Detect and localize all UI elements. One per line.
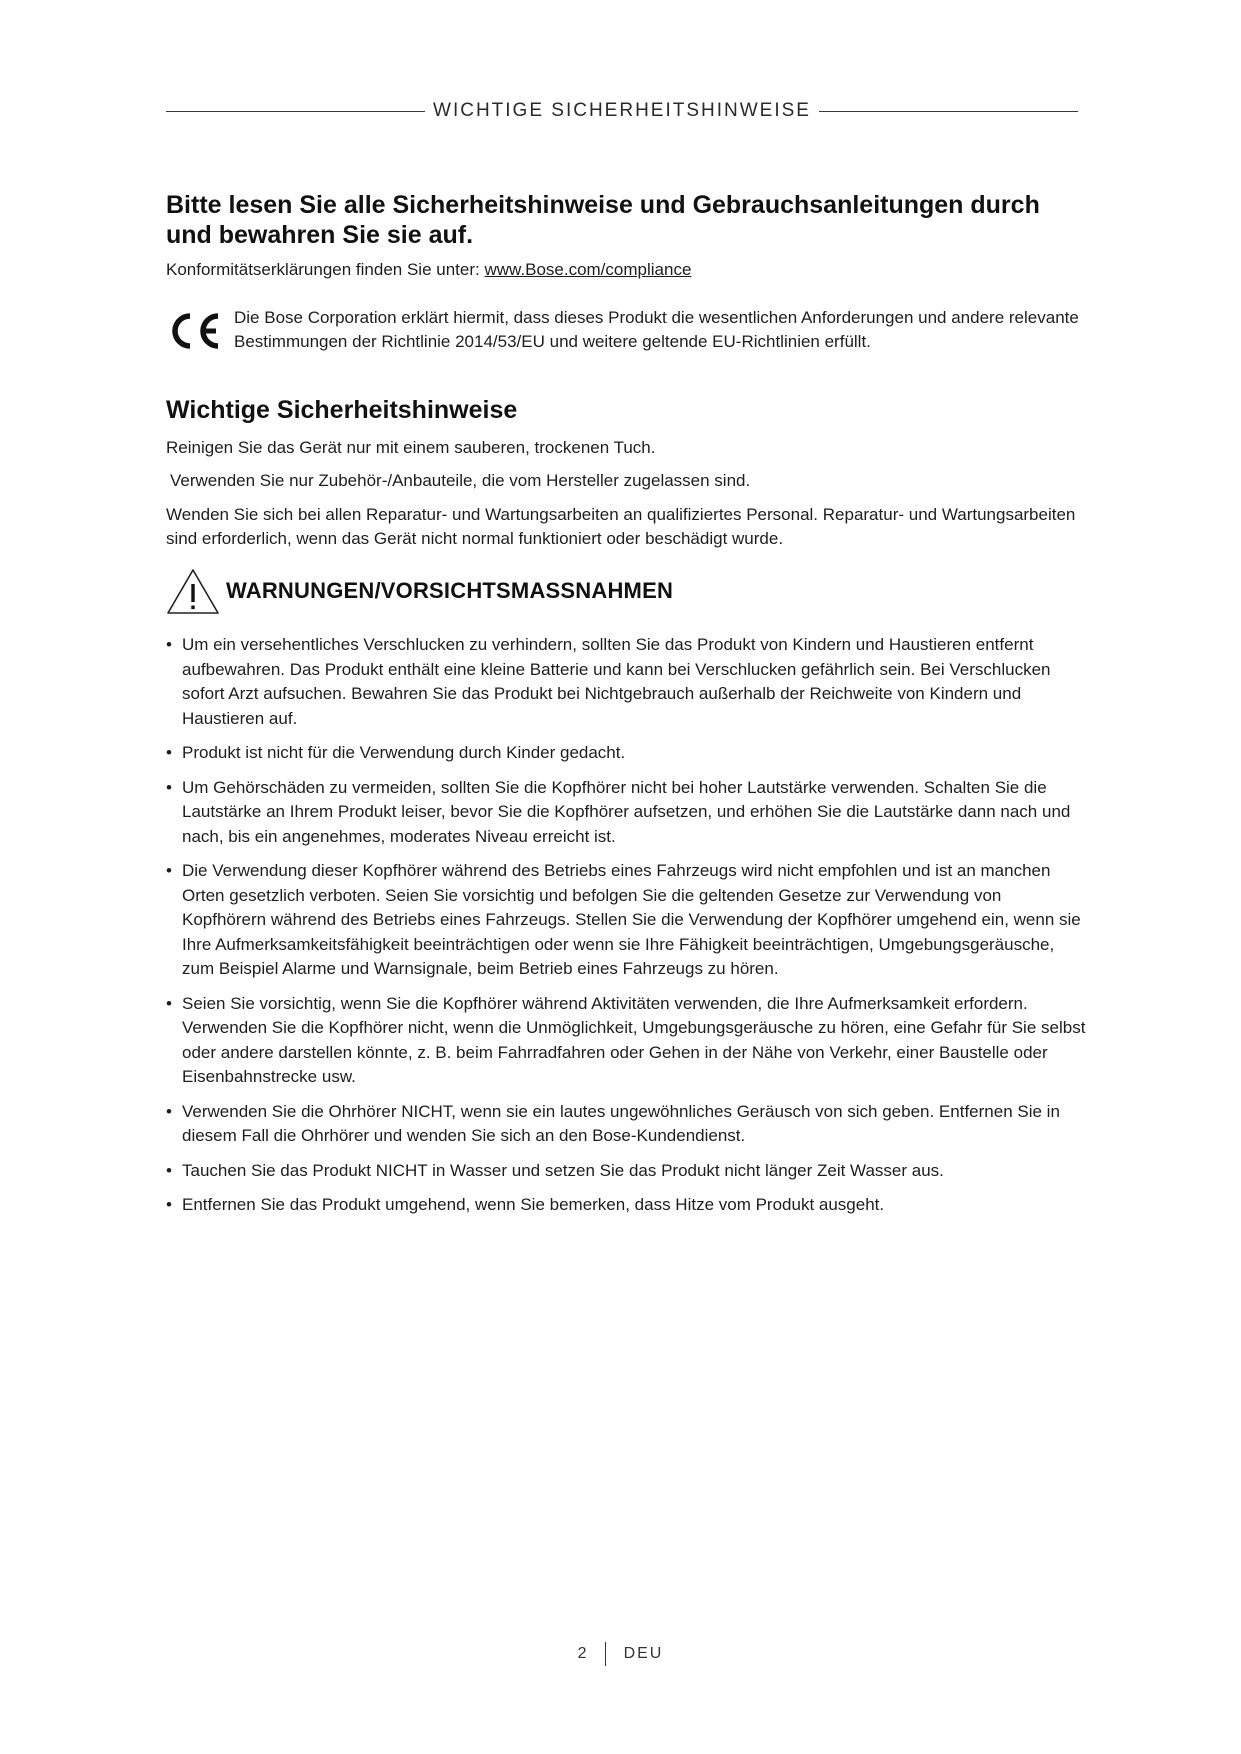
bullet-icon: • xyxy=(166,1101,172,1121)
warning-triangle-icon xyxy=(166,567,220,615)
list-item xyxy=(166,1159,1086,1184)
warnings-title: WARNUNGEN/VORSICHTSMASSNAHMEN xyxy=(226,578,674,603)
list-item xyxy=(166,1100,1086,1149)
list-item xyxy=(166,859,1086,982)
bullet-icon: • xyxy=(166,777,172,797)
list-item-text: Tauchen Sie das Produkt NICHT in Wasser und setzen Sie das Produkt nicht länger Zeit Wasser aus. xyxy=(182,1160,944,1180)
list-item-text: Um Gehörschäden zu vermeiden, sollten Sie die Kopfhörer nicht bei hoher Lautstärke verwenden. Schalten Sie die Lautstärke an Ihrem Produkt leiser, bevor Sie die Kopfhörer aufsetzen, und erhöhen Sie die Lautstärke dann nach und nach, bis ein angenehmes, moderates Niveau erreicht ist. xyxy=(182,777,1071,846)
language-code: DEU xyxy=(623,1645,664,1662)
page-title: Bitte lesen Sie alle Sicherheitshinweise und Gebrauchsanleitungen durch und bewahren Sie sie auf. xyxy=(166,191,1040,249)
list-item-text: Seien Sie vorsichtig, wenn Sie die Kopfhörer während Aktivitäten verwenden, die Ihre Aufmerksamkeit erfordern. Verwenden Sie die Kopfhörer nicht, wenn die Unmöglichkeit, Umgebungsgeräusche zu hören, eine Gefahr für Sie selbst oder andere darstellen könnte, z. B. beim Fahrradfahren oder Gehen in der Nähe von Verkehr, einer Baustelle oder Eisenbahnstrecke usw. xyxy=(182,993,1086,1086)
section-header-title: WICHTIGE SICHERHEITSHINWEISE xyxy=(433,100,811,121)
list-item-text: Um ein versehentliches Verschlucken zu verhindern, sollten Sie das Produkt von Kindern und Haustieren entfernt aufbewahren. Das Produkt enthält eine kleine Batterie und kann bei Verschlucken gefährlich sein. Bei Verschlucken sofort Arzt aufsuchen. Bewahren Sie das Produkt bei Nichtgebrauch außerhalb der Reichweite von Kindern und Haustieren auf. xyxy=(182,635,1051,728)
ce-mark-icon xyxy=(166,310,224,352)
safety-section-title: Wichtige Sicherheitshinweise xyxy=(166,396,518,424)
header-rule-right xyxy=(819,111,1078,112)
list-item xyxy=(166,1193,1086,1218)
bullet-icon: • xyxy=(166,1195,172,1214)
list-item xyxy=(166,741,1086,766)
list-item xyxy=(166,776,1086,850)
list-item xyxy=(166,633,1086,731)
list-item-text: Die Verwendung dieser Kopfhörer während des Betriebs eines Fahrzeugs wird nicht empfohlen und ist an manchen Orten gesetzlich verboten. Seien Sie vorsichtig und befolgen Sie die geltenden Gesetze zur Verwendung von Kopfhörern während des Betriebs eines Fahrzeugs. Stellen Sie die Verwendung der Kopfhörer umgehend ein, wenn sie Ihre Aufmerksamkeitsfähigkeit beeinträchtigen oder wenn sie Ihre Fähigkeit beeinträchtigen, Umgebungsgeräusche, zum Beispiel Alarme und Warnsignale, beim Betrieb eines Fahrzeugs zu hören. xyxy=(182,861,1081,978)
safety-paragraph: Verwenden Sie nur Zubehör-/Anbauteile, die vom Hersteller zugelassen sind. xyxy=(170,471,751,490)
bullet-icon: • xyxy=(166,1160,172,1180)
footer-divider xyxy=(605,1642,606,1666)
list-item-text: Verwenden Sie die Ohrhörer NICHT, wenn sie ein lautes ungewöhnliches Geräusch von sich geben. Entfernen Sie in diesem Fall die Ohrhörer und wenden Sie sich an den Bose-Kundendienst. xyxy=(182,1101,1060,1145)
bullet-icon: • xyxy=(166,993,172,1013)
page-footer xyxy=(0,1642,1241,1666)
list-item-text: Entfernen Sie das Produkt umgehend, wenn Sie bemerken, dass Hitze vom Produkt ausgeht. xyxy=(182,1195,885,1214)
bullet-icon: • xyxy=(166,743,172,762)
list-item-text: Produkt ist nicht für die Verwendung durch Kinder gedacht. xyxy=(182,743,626,762)
ce-declaration-text: Die Bose Corporation erklärt hiermit, dass dieses Produkt die wesentlichen Anforderungen und andere relevante Bestimmungen der Richtlinie 2014/53/EU und weitere geltende EU-Richtlinien erfüllt. xyxy=(234,308,1079,351)
section-header xyxy=(166,100,1078,122)
list-item xyxy=(166,992,1086,1090)
compliance-link[interactable]: www.Bose.com/compliance xyxy=(484,260,692,279)
compliance-note xyxy=(166,258,1086,282)
header-rule-left xyxy=(166,111,425,112)
safety-paragraph: Reinigen Sie das Gerät nur mit einem sauberen, trockenen Tuch. xyxy=(166,438,656,457)
warnings-header xyxy=(166,567,1086,615)
warnings-list xyxy=(166,633,1086,1218)
page-content xyxy=(166,190,1086,1228)
bullet-icon: • xyxy=(166,861,172,880)
bullet-icon: • xyxy=(166,635,172,654)
page-number: 2 xyxy=(577,1645,589,1662)
compliance-text: Konformitätserklärungen finden Sie unter: xyxy=(166,260,480,279)
ce-declaration xyxy=(166,306,1086,354)
safety-paragraph: Wenden Sie sich bei allen Reparatur- und Wartungsarbeiten an qualifiziertes Personal. Reparatur- und Wartungsarbeiten sind erforderlich, wenn das Gerät nicht normal funktioniert oder beschädigt wurde. xyxy=(166,505,1076,548)
